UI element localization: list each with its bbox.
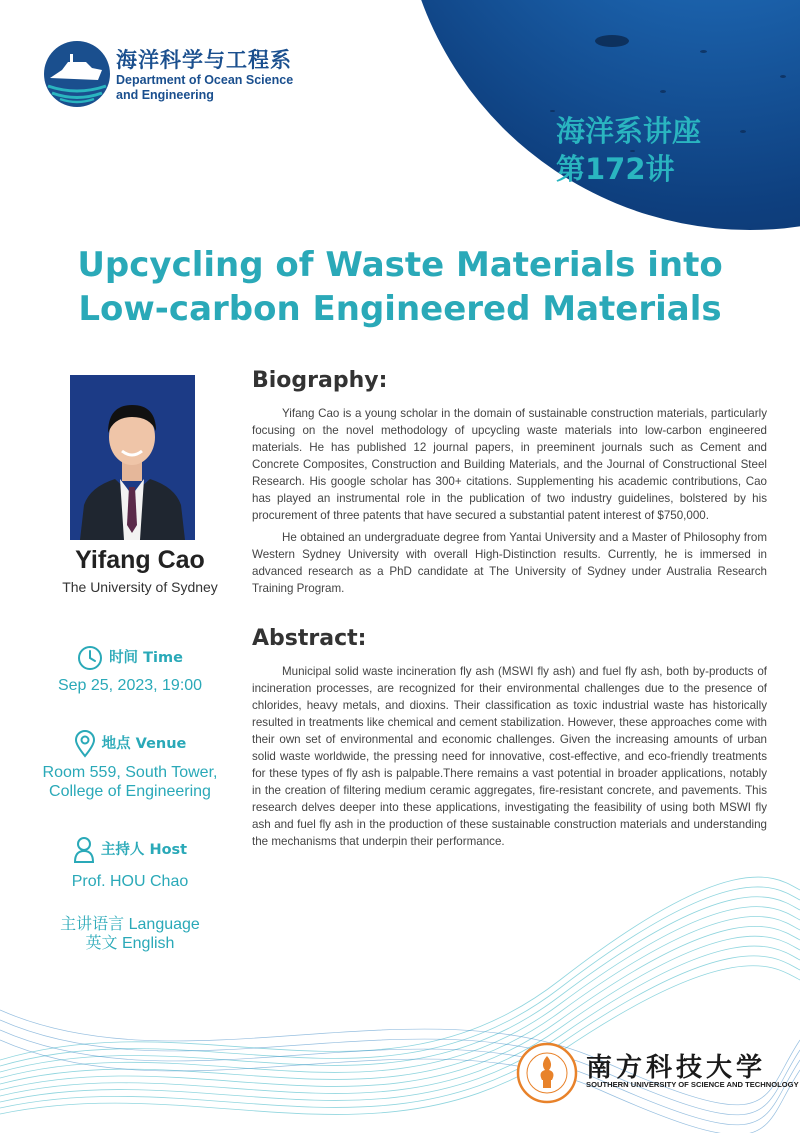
language-line2: 英文 English — [85, 935, 175, 952]
title-line2: Low-carbon Engineered Materials — [78, 289, 722, 329]
department-name-cn: 海洋科学与工程系 — [116, 48, 292, 72]
venue-value — [0, 763, 260, 801]
host-label: 主持人 Host — [100, 842, 188, 858]
university-name-cn: 南方科技大学 — [586, 1053, 767, 1083]
biography-heading: Biography: — [252, 368, 388, 393]
venue-label-row — [0, 730, 260, 758]
university-seal-icon — [516, 1042, 578, 1104]
series-line2: 第172讲 — [556, 152, 675, 186]
biography-paragraph-2: He obtained an undergraduate degree from Yantai University and a Master of Philosophy from Western Sydney University with overall High-Distinction results. Currently, he is immersed in advanced research as a PhD candidate at The University of Sydney under Australia Research Training Program. — [252, 531, 767, 595]
clock-icon — [77, 645, 103, 671]
department-logo-icon — [42, 40, 112, 108]
fish-shape — [660, 90, 666, 93]
time-label-row — [0, 645, 260, 671]
language-line1: 主讲语言 Language — [60, 916, 200, 933]
host-value: Prof. HOU Chao — [71, 873, 189, 890]
lecture-title — [0, 243, 800, 331]
time-value: Sep 25, 2023, 19:00 — [57, 677, 203, 694]
speaker-name: Yifang Cao — [75, 546, 205, 574]
venue-line1: Room 559, South Tower, — [42, 764, 218, 781]
series-line1: 海洋系讲座 — [556, 114, 702, 148]
venue-line2: College of Engineering — [49, 783, 211, 800]
title-line1: Upcycling of Waste Materials into — [77, 245, 723, 285]
fish-shape — [595, 35, 629, 47]
fish-shape — [550, 110, 555, 112]
department-name-en-line1: Department of Ocean Science — [116, 73, 294, 87]
speaker-photo — [70, 375, 195, 540]
abstract-paragraph: Municipal solid waste incineration fly ash (MSWI fly ash) and fuel fly ash, both by-products of incineration processes, are recognized for their environmental challenges due to the presence of chlorides, heavy metals, and dioxins. Their classification as toxic industrial waste has historically resulted in treatments like chemical and cement stabilization. However, these approaches come with their own set of environmental and economic challenges. Given the increasing amounts of urban solid waste worldwide, the pressing need for innovative, cost-effective, and eco-friendly treatments for these types of fly ash is palpable.There remains a vast potential in broader applications, notably in the creation of filtering medium ceramic aggregates, fire-resistant concrete, and pavements. This research delves deeper into these applications, investigating the feasibility of using both MSWI fly ash and fuel fly ash in the production of these sustainable construction materials and understanding the mechanisms that underpin their performance. — [252, 665, 767, 848]
biography-paragraph-1: Yifang Cao is a young scholar in the domain of sustainable construction materials, particularly focusing on the novel methodology of upcycling waste materials into low-carbon engineered materials. He has published 12 journal papers, in preeminent journals such as Cement and Concrete Composites, Construction and Building Materials, and the Journal of Constructional Steel Research. His google scholar has 300+ citations. Supplementing his academic contributions, Cao has played an instrumental role in the publication of two industry guidelines, bolstered by his procurement of three patents that have secured a substantial patent interest of $750,000. — [252, 407, 767, 522]
venue-label: 地点 Venue — [101, 736, 187, 752]
speaker-affiliation: The University of Sydney — [62, 579, 218, 595]
time-label: 时间 Time — [109, 650, 183, 666]
fish-shape — [700, 50, 707, 53]
location-pin-icon — [74, 730, 96, 758]
department-name-en — [116, 73, 293, 103]
decorative-waves — [0, 860, 800, 1133]
university-name-en: SOUTHERN UNIVERSITY OF SCIENCE AND TECHNOLOGY — [586, 1080, 799, 1089]
abstract-heading: Abstract: — [252, 626, 367, 651]
lecture-series — [556, 112, 756, 188]
fish-shape — [780, 75, 786, 78]
department-name-en-line2: and Engineering — [116, 88, 214, 102]
